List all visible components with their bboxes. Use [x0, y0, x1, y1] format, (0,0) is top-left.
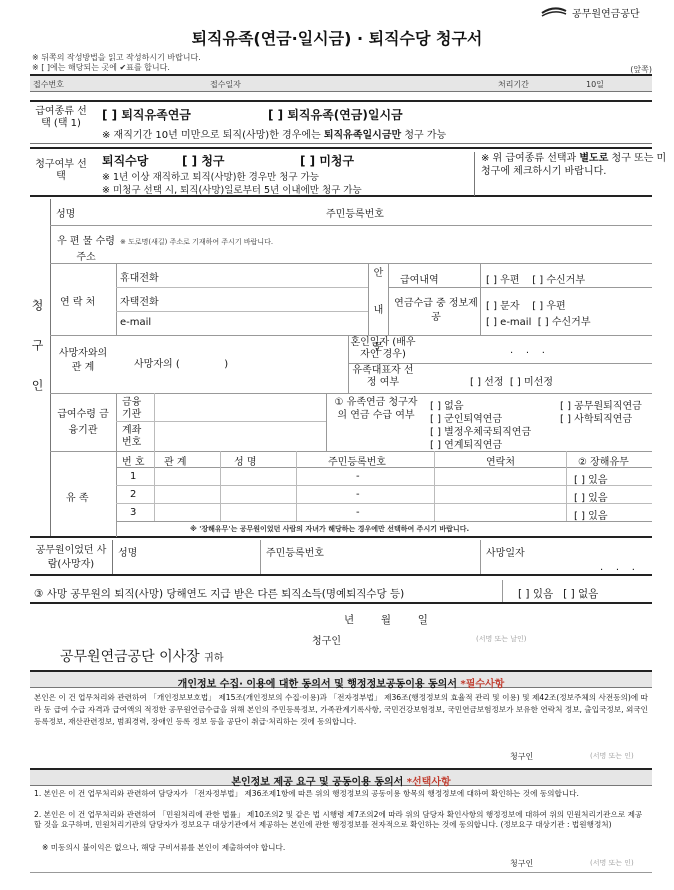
pension-opt-military[interactable]: [ ] 군인퇴역연금: [430, 414, 503, 425]
benefit-note: ※ 재직기간 10년 미만으로 퇴직(사망)한 경우에는 퇴직유족일시금만 청구 가능: [102, 130, 447, 141]
pension-opt-private[interactable]: [ ] 사학퇴직연금: [560, 414, 633, 425]
receipt-bar: [30, 74, 652, 92]
pension-opt-public[interactable]: [ ] 공무원퇴직연금: [560, 401, 642, 412]
period-label: 처리기간: [498, 80, 529, 89]
consent1-body: 본인은 이 건 업무처리와 관련하여 「개인정보보호법」 제15조(개인정보의 수집·이용)과 「전자정부법」 제36조(행정정보의 효율적 관리 및 이용) 및 제42조(정보주체의 사전동의)에 따라 동 급여 수급 자격과 급여액의 적정한 공무원연금수급을 위해 본인의 주민등록정보, 가족관계기록사항, 국민건강보험정보, 국민연금보험정보가 보유한 연락처 정보, 출입국정보, 외국인등록정보, 재산관련정보, 범죄경력, 장애인 등록 정보 등을 공단이 취급·처리하는 것에 동의합니다.: [34, 693, 648, 726]
consent2-title-bar: 본인정보 제공 요구 및 공동이용 동의서 *선택사항: [30, 768, 652, 786]
address-note: ※ 도로명(새길) 주소로 기재하여 주시기 바랍니다.: [120, 238, 274, 246]
benefit-notice-label: 급여내역: [400, 275, 439, 286]
address-label: 우 편 물 수령주소: [57, 236, 115, 263]
applicant-name-input[interactable]: [86, 201, 316, 219]
claim-section: [30, 147, 667, 197]
claim-side-note: ※ 위 급여종류 선택과 별도로 청구 또는 미청구에 체크하시기 바랍니다.: [474, 152, 674, 196]
info-opts-1[interactable]: [ ] 문자 [ ] 우편: [486, 301, 566, 312]
table-row[interactable]: 2 - [ ] 있음: [130, 489, 608, 504]
table-row[interactable]: 1 - [ ] 있음: [130, 471, 608, 486]
benefit-type-label: 급여종류 선 택 (택 1): [35, 106, 87, 129]
applicant-name-label: 성명: [56, 209, 76, 220]
consent2-note: ※ 미동의시 불이익은 없으나, 해당 구비서류를 본인이 제출하여야 합니다.: [42, 843, 286, 852]
pension-question: ① 유족연금 청구자의 연금 수급 여부: [334, 397, 418, 421]
family-label: 유 족: [66, 493, 89, 504]
benefit-notice-opts[interactable]: [ ] 우편 [ ] 수신거부: [486, 275, 585, 286]
bank-acct-label: 계좌번호: [122, 425, 142, 448]
claim-label: 청구여부 선 택: [35, 159, 87, 182]
receipt-no-label: 접수번호: [33, 80, 64, 89]
consent2-item-2: 2. 본인은 이 건 업무처리와 관련하여 「민원처리에 관한 법률」 제10조의2 및 같은 법 시행령 제7조의2에 따라 위의 담당자 확인사항의 행정정보에 대하여 위의 민원처리기관으로 제공할 것을 요구하며, 민원처리기관의 담당자가 정보요구 대상기관에서 제공하는 본인에 관한 행정정보를 전자적으로 확인하는 것에 동의합니다. (정보요구 대상기관 : 법원행정처): [34, 810, 643, 829]
consent1-hint: (서명 또는 인): [590, 752, 634, 760]
home-phone-label: 자택전화: [120, 297, 159, 308]
rep-opts[interactable]: [ ] 선정 [ ] 미선정: [470, 377, 553, 388]
deceased-section: [30, 540, 652, 576]
contact-label: 연 락 처: [60, 297, 96, 308]
email-label: e-mail: [120, 317, 152, 328]
period-value: 10일: [586, 80, 604, 89]
pension-opt-postal[interactable]: [ ] 별정우체국퇴직연금: [430, 427, 532, 438]
page-title: 퇴직유족(연금·일시금) · 퇴직수당 청구서: [191, 29, 483, 48]
mobile-label: 휴대전화: [120, 273, 159, 284]
relation-value[interactable]: 사망자의 ( ): [134, 359, 229, 370]
benefit-type-section: [30, 100, 652, 144]
deceased-rrn-label: 주민등록번호: [266, 548, 324, 559]
deceased-name-label: 성명: [118, 548, 138, 559]
pension-opt-none[interactable]: [ ] 없음: [430, 401, 464, 412]
claim-note-1: ※ 1년 이상 재직하고 퇴직(사망)한 경우만 청구 가능: [102, 172, 319, 183]
death-date-value[interactable]: . . .: [600, 562, 635, 573]
brand-logo: [540, 3, 670, 19]
receipt-date-label: 접수일자: [210, 80, 241, 89]
family-header-rel: 관 계: [164, 457, 187, 468]
instruction-note-2: ※ [ ]에는 해당되는 곳에 ✔표를 합니다.: [32, 63, 170, 72]
family-header-disability: ② 장해유무: [578, 457, 629, 468]
applicant-label: 청구인: [30, 299, 44, 419]
sign-claimant-label: 청구인: [312, 636, 341, 647]
family-note: ※ '장해유무'는 공무원이었던 사람의 자녀가 해당하는 경우에만 선택하여 주시기 바랍니다.: [190, 525, 470, 533]
family-header-rrn: 주민등록번호: [328, 457, 386, 468]
marriage-label: 혼인일자 (배우자인 경우): [350, 337, 416, 360]
claim-opt-no[interactable]: [ ] 미청구: [300, 154, 355, 168]
consent2-sign: 청구인: [510, 859, 534, 868]
consent2-item-1: 1. 본인은 이 건 업무처리와 관련하여 담당자가 「전자정부법」 제36조제1항에 따른 위의 행정정보의 공동이용 항목의 행정정보에 대하여 확인하는 것에 동의합니다.: [34, 789, 579, 798]
claim-name: 퇴직수당: [102, 154, 149, 168]
family-header-no: 번 호: [122, 457, 145, 468]
benefit-opt-lumpsum[interactable]: [ ] 퇴직유족(연금)일시금: [268, 108, 403, 122]
benefit-opt-pension[interactable]: [ ] 퇴직유족연금: [102, 108, 191, 122]
applicant-section: [30, 199, 652, 538]
table-row[interactable]: 3 - [ ] 있음: [130, 507, 608, 522]
consent2-hint: (서명 또는 인): [590, 859, 634, 867]
brand-name: 공무원연금공단: [572, 9, 640, 20]
marriage-value[interactable]: . . .: [510, 345, 545, 356]
instruction-note-1: ※ 뒤쪽의 작성방법을 읽고 작성하시기 바랍니다.: [32, 53, 201, 62]
rep-label: 유족대표자 선정 여부: [352, 365, 414, 388]
deceased-label: 공무원이었던 사람(사망자): [35, 545, 107, 570]
sign-hint: (서명 또는 날인): [476, 635, 527, 643]
info-opts-2[interactable]: [ ] e-mail [ ] 수신거부: [486, 317, 591, 328]
family-header-contact: 연락처: [486, 457, 515, 468]
sign-date[interactable]: 년 월 일: [344, 614, 428, 626]
info-label: 연금수급 중 정보제공: [394, 298, 478, 323]
bank-label: 급여수령 금융기관: [57, 409, 109, 436]
logo-icon: [540, 3, 568, 17]
pension-opt-linked[interactable]: [ ] 연계퇴직연금: [430, 440, 503, 451]
family-table: [116, 451, 652, 523]
page-side: (앞쪽): [630, 65, 652, 74]
consent1-title-bar: 개인정보 수집· 이용에 대한 동의서 및 행정정보공동이용 동의서 *필수사항: [30, 670, 652, 688]
claim-opt-yes[interactable]: [ ] 청구: [182, 154, 225, 168]
other-retire-opts[interactable]: [ ] 있음 [ ] 없음: [518, 588, 599, 600]
consent1-sign: 청구인: [510, 752, 534, 761]
relation-label: 사망자와의 관 계: [58, 348, 108, 373]
notice-label: 안 내 문: [371, 267, 382, 364]
family-header-name: 성 명: [234, 457, 257, 468]
recipient: 공무원연금공단 이사장 귀하: [60, 649, 224, 665]
other-retire-text: ③ 사망 공무원의 퇴직(사망) 당해연도 지급 받은 다른 퇴직소득(명예퇴직수당 등): [34, 588, 405, 600]
death-date-label: 사망일자: [486, 548, 525, 559]
bank-inst-label: 금융기관: [122, 397, 142, 420]
other-retire-section: [30, 580, 652, 604]
applicant-rrn-label: 주민등록번호: [326, 209, 384, 220]
claim-note-2: ※ 미청구 선택 시, 퇴직(사망)일로부터 5년 이내에만 청구 가능: [102, 185, 362, 196]
